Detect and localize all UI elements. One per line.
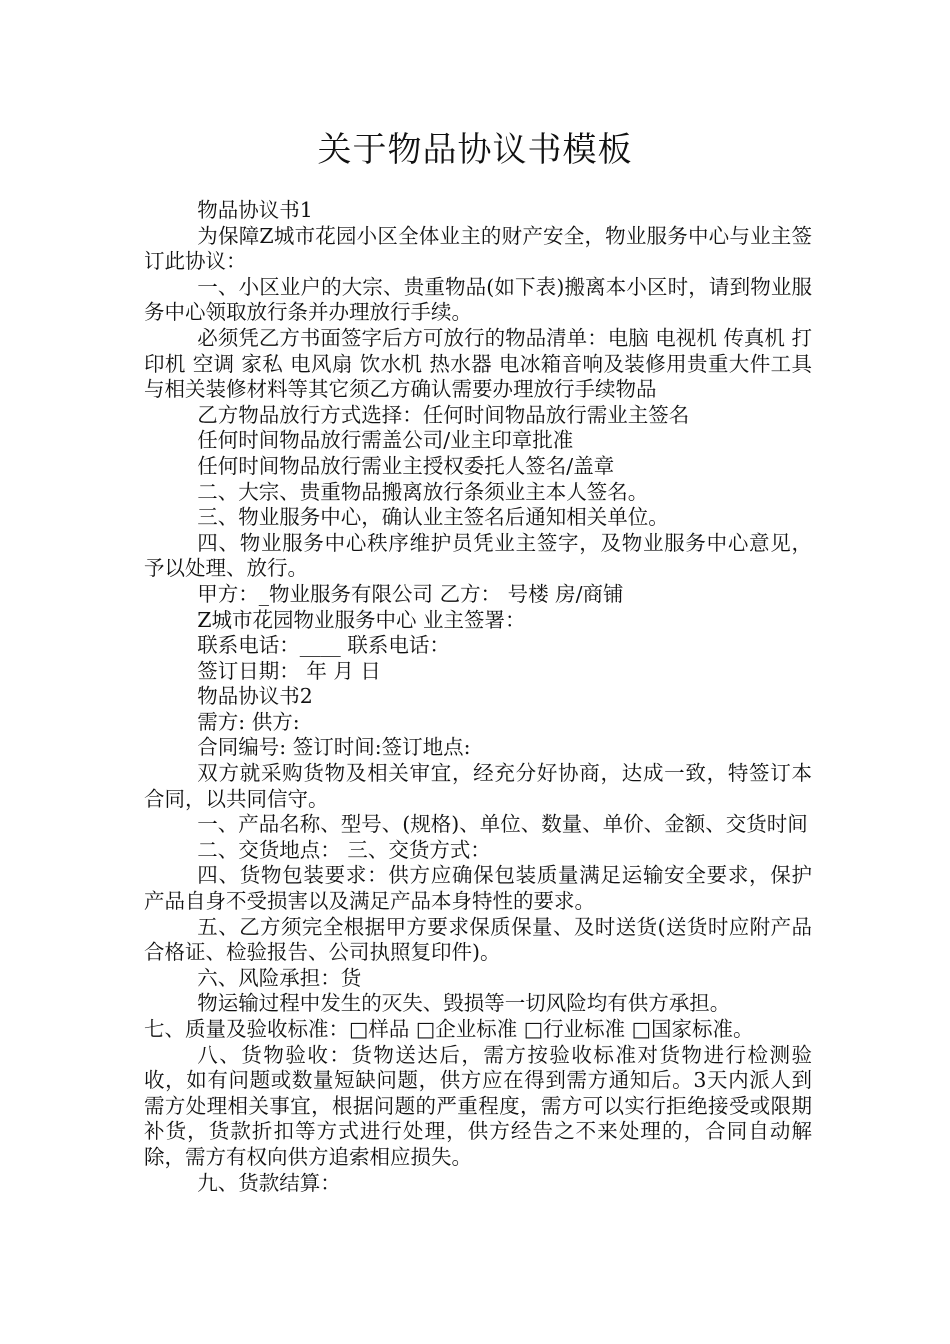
paragraph: 七、质量及验收标准：□样品 □企业标准 □行业标准 □国家标准。 [144, 1017, 754, 1041]
paragraph: 物运输过程中发生的灭失、毁损等一切风险均有供方承担。 [197, 991, 731, 1016]
paragraph: 任何时间物品放行需盖公司/业主印章批准 [197, 428, 574, 453]
paragraph: 甲方：_物业服务有限公司 乙方： 号楼 房/商铺 [197, 581, 624, 606]
paragraph: 乙方物品放行方式选择：任何时间物品放行需业主签名 [197, 402, 690, 427]
paragraph: 物品协议书2 [197, 684, 313, 709]
document-body [144, 198, 812, 1196]
paragraph: 物品协议书1 [197, 198, 313, 222]
paragraph: 一、小区业户的大宗、贵重物品(如下表)搬离本小区时，请到物业服务中心领取放行条并办理放行手续。 [144, 274, 812, 325]
paragraph: 任何时间物品放行需业主授权委托人签名/盖章 [197, 453, 615, 478]
paragraph: Z城市花园物业服务中心 业主签署： [197, 607, 526, 632]
document-title: 关于物品协议书模板 [317, 130, 633, 170]
paragraph: 八、货物验收：货物送达后，需方按验收标准对货物进行检测验收，如有问题或数量短缺问题，供方应在得到需方通知后。3天内派人到需方处理相关事宜，根据问题的严重程度，需方可以实行拒绝接受或限期补货，货款折扣等方式进行处理，供方经告之不来处理的，合同自动解除，需方有权向供方追索相应损失。 [144, 1042, 812, 1169]
paragraph: 签订日期： 年 月 日 [197, 658, 381, 683]
paragraph: 五、乙方须完全根据甲方要求保质保量、及时送货(送货时应附产品合格证、检验报告、公司执照复印件)。 [144, 914, 812, 965]
paragraph: 必须凭乙方书面签字后方可放行的物品清单：电脑 电视机 传真机 打印机 空调 家私 电风扇 饮水机 热水器 电冰箱音响及装修用贵重大件工具与相关装修材料等其它须乙方确认需要办理放行手续物品 [144, 325, 812, 402]
paragraph: 四、货物包装要求：供方应确保包装质量满足运输安全要求，保护产品自身不受损害以及满足产品本身特性的要求。 [144, 863, 812, 914]
paragraph: 六、风险承担：货 [197, 965, 362, 990]
paragraph: 一、产品名称、型号、(规格)、单位、数量、单价、金额、交货时间 [197, 812, 808, 837]
paragraph: 为保障Z城市花园小区全体业主的财产安全，物业服务中心与业主签订此协议： [144, 223, 812, 274]
paragraph: 二、大宗、贵重物品搬离放行条须业主本人签名。 [197, 479, 649, 504]
paragraph: 四、物业服务中心秩序维护员凭业主签字，及物业服务中心意见，予以处理、放行。 [144, 530, 812, 581]
paragraph: 三、物业服务中心，确认业主签名后通知相关单位。 [197, 505, 669, 530]
paragraph: 九、货款结算： [197, 1170, 341, 1195]
paragraph: 合同编号: 签订时间:签订地点: [197, 735, 471, 760]
paragraph: 联系电话：____ 联系电话： [197, 633, 450, 658]
paragraph: 二、交货地点： 三、交货方式： [197, 837, 491, 862]
paragraph: 双方就采购货物及相关审宜，经充分好协商，达成一致，特签订本合同，以共同信守。 [144, 761, 812, 811]
paragraph: 需方: 供方: [197, 709, 300, 734]
